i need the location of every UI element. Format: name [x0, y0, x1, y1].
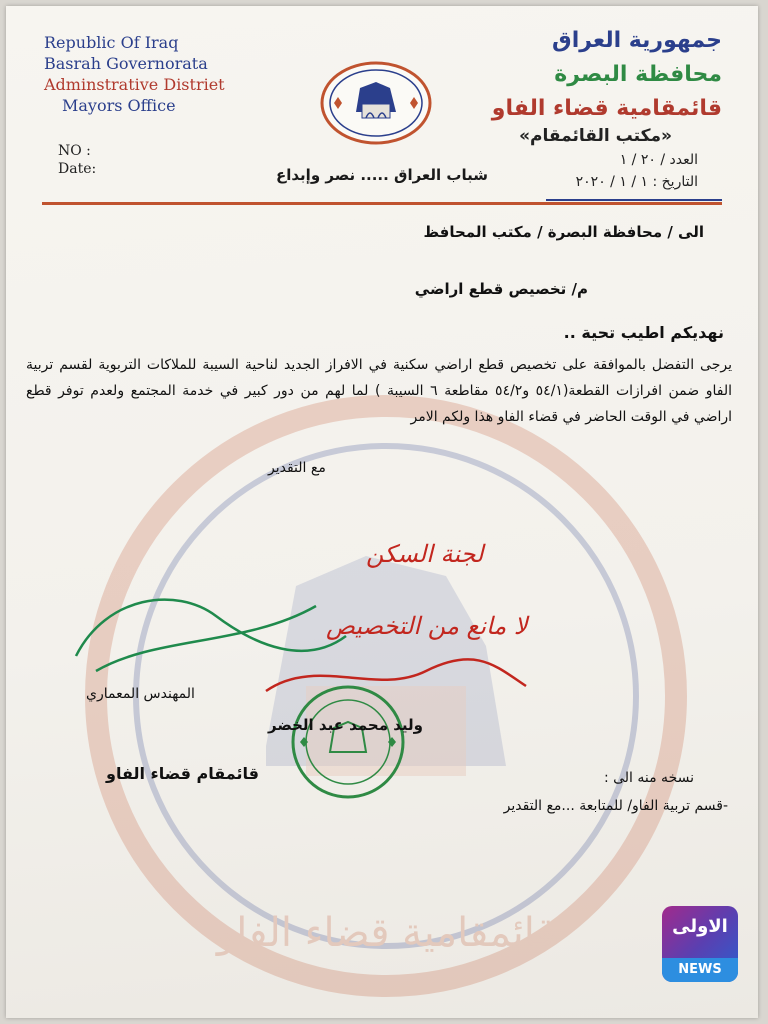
header-divider-accent [546, 199, 722, 201]
header-ar-line1: جمهورية العراق [552, 28, 722, 53]
greeting: نهديكم اطيب تحية .. [563, 323, 724, 342]
signer-name: وليد محمد عبد الخضر [268, 716, 423, 734]
header-en-line3: Adminstrative Distriet [44, 75, 225, 94]
letter-paper [6, 6, 758, 1018]
recipient-line: الى / محافظة البصرة / مكتب المحافظ [423, 223, 704, 241]
letter-date: التاريخ : ١ / ١ / ٢٠٢٠ [575, 174, 698, 190]
header-en-line2: Basrah Governorata [44, 54, 208, 73]
no-date-block [58, 142, 96, 178]
news-logo-text: الاولى [672, 916, 728, 937]
copy-to-label: نسخه منه الى : [603, 770, 694, 786]
signer-title: قائمقام قضاء الفاو [106, 764, 259, 783]
handwritten-note-committee: لجنة السكن [366, 540, 484, 568]
date-label: Date: [58, 161, 97, 177]
english-header [44, 32, 225, 116]
office-label: «مكتب القائمقام» [519, 126, 672, 146]
header-en-line4: Mayors Office [62, 96, 176, 115]
news-logo-label: NEWS [662, 958, 738, 982]
closing-regards: مع التقدير [268, 460, 326, 476]
district-logo [318, 60, 434, 146]
header-ar-line3: قائمقامية قضاء الفاو [491, 96, 722, 121]
handwritten-note-approval: لا مانع من التخصيص [326, 612, 528, 640]
letter-number: العدد / ٢٠ / ١ [619, 152, 698, 168]
header-divider [42, 202, 722, 205]
header-en-line1: Republic Of Iraq [44, 33, 179, 52]
signer-engineer: المهندس المعماري [86, 686, 195, 702]
copy-to-item: -قسم تربية الفاو/ للمتابعة ...مع التقدير [503, 798, 728, 814]
subject-line: م/ تخصيص قطع اراضي [414, 280, 588, 298]
watermark-text: قائمقامية قضاء الفاو [216, 910, 556, 956]
header-ar-line2: محافظة البصرة [554, 62, 722, 87]
slogan: شباب العراق ..... نصر وإبداع [276, 166, 488, 184]
arabic-header [492, 24, 722, 126]
no-label: NO : [58, 143, 91, 159]
letter-body: يرجى التفضل بالموافقة على تخصيص قطع اراضي سكنية في الافراز الجديد لناحية السيبة للملاكات التربوية لقسم تربية الفاو ضمن افرازات القطعة(٥٤/١ و٥٤/٢ مقاطعة ٦ السيبة ) لما لهم من دور كبير في خدمة المجتمع ولعدم توفر قطع اراضي في الوقت الحاضر في قضاء الفاو هذا ولكم الامر [26, 357, 732, 425]
official-stamp [288, 682, 408, 802]
news-logo-badge [662, 906, 738, 982]
